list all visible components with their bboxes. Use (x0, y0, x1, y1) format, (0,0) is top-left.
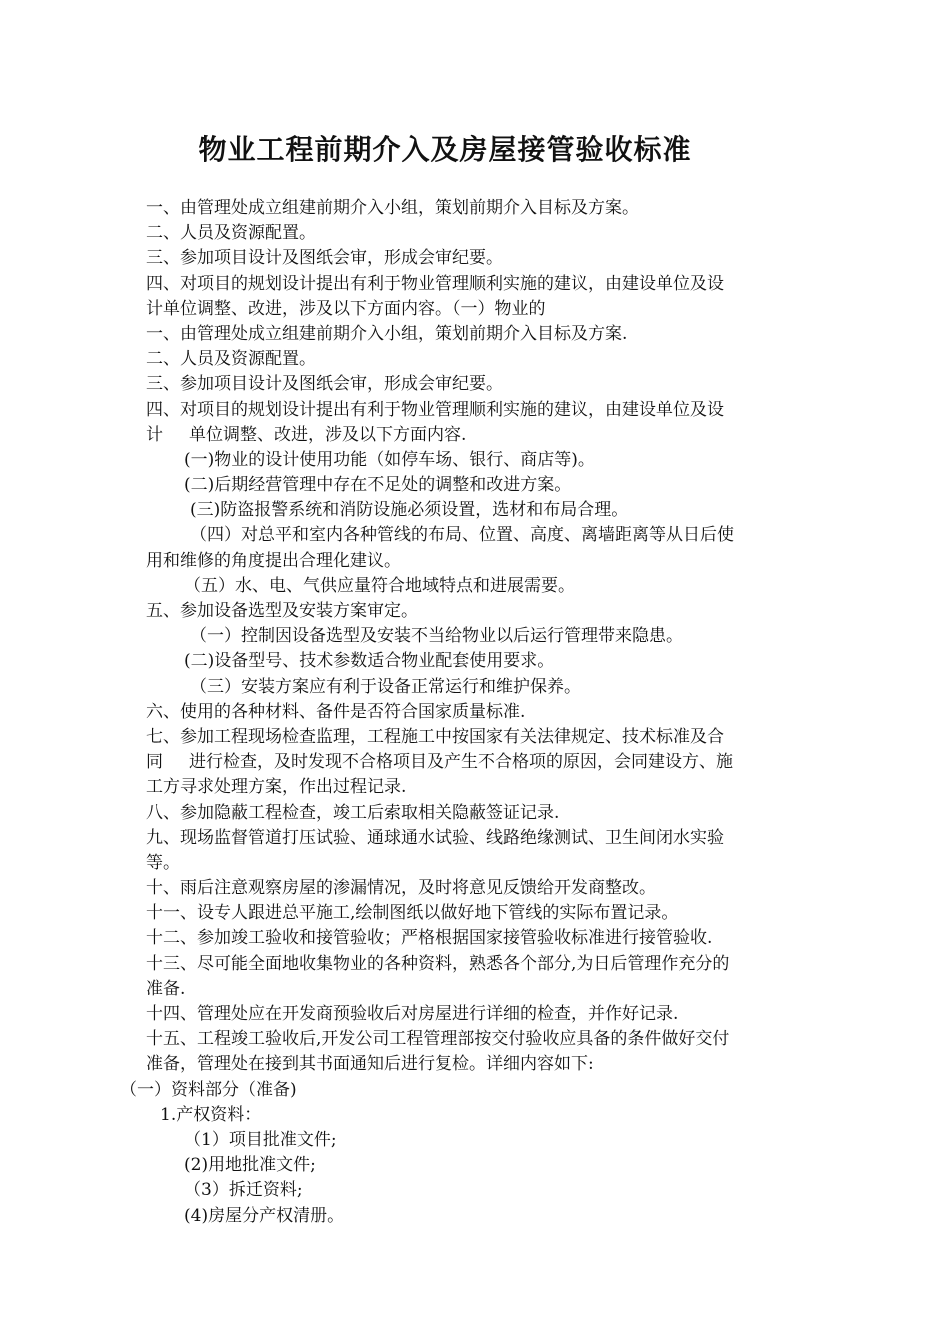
paragraph-line: 十四、管理处应在开发商预验收后对房屋进行详细的检查，并作好记录. (146, 1004, 679, 1024)
paragraph-line: (二)设备型号、技术参数适合物业配套使用要求。 (184, 651, 555, 672)
line-fragment: 计 (146, 424, 163, 445)
paragraph-line: 十二、参加竣工验收和接管验收；严格根据国家接管验收标准进行接管验收. (146, 928, 713, 949)
paragraph-line: 三、参加项目设计及图纸会审，形成会审纪要。 (146, 248, 503, 269)
paragraph-line: 九、现场监督管道打压试验、通球通水试验、线路绝缘测试、卫生间闭水实验 (146, 827, 724, 848)
paragraph-line: 四、对项目的规划设计提出有利于物业管理顺利实施的建议，由建设单位及设 (146, 399, 724, 420)
paragraph-line: (三)防盗报警系统和消防设施必须设置，选材和布局合理。 (190, 500, 629, 521)
paragraph-line: 五、参加设备选型及安装方案审定。 (146, 601, 418, 621)
list-item: 1.产权资料： (160, 1104, 262, 1125)
paragraph-line: 十、雨后注意观察房屋的渗漏情况，及时将意见反馈给开发商整改。 (146, 878, 656, 899)
paragraph-line: （五）水、电、气供应量符合地域特点和进展需要。 (184, 575, 575, 596)
paragraph-line: 准备. (146, 978, 186, 999)
paragraph-line: （三）安装方案应有利于设备正常运行和维护保养。 (190, 676, 581, 697)
paragraph-line: 十一、设专人跟进总平施工,绘制图纸以做好地下管线的实际布置记录。 (146, 903, 679, 924)
list-item: （3）拆迁资料; (184, 1180, 303, 1201)
paragraph-line: 二、人员及资源配置。 (146, 349, 316, 370)
paragraph-line (146, 423, 810, 448)
paragraph-line: 一、由管理处成立组建前期介入小组，策划前期介入目标及方案. (146, 323, 628, 344)
list-item: (2)用地批准文件; (184, 1155, 316, 1176)
paragraph-line: 准备，管理处在接到其书面通知后进行复检。详细内容如下: (146, 1054, 594, 1075)
line-fragment: 进行检查，及时发现不合格项目及产生不合格项的原因，会同建设方、施 (189, 752, 733, 773)
paragraph-line: 三、参加项目设计及图纸会审，形成会审纪要。 (146, 374, 503, 395)
paragraph-line: 六、使用的各种材料、备件是否符合国家质量标准. (146, 701, 526, 722)
paragraph-line: 七、参加工程现场检查监理，工程施工中按国家有关法律规定、技术标准及合 (146, 726, 724, 747)
paragraph-line: (一)物业的设计使用功能（如停车场、银行、商店等)。 (184, 449, 595, 470)
paragraph-line: 工方寻求处理方案，作出过程记录. (146, 777, 407, 798)
section-heading: （一）资料部分（准备) (120, 1079, 297, 1100)
document-body (120, 196, 810, 1229)
paragraph-line: 十五、工程竣工验收后,开发公司工程管理部按交付验收应具备的条件做好交付 (146, 1029, 730, 1050)
paragraph-line: 四、对项目的规划设计提出有利于物业管理顺利实施的建议，由建设单位及设 (146, 273, 724, 294)
line-fragment: 单位调整、改进，涉及以下方面内容. (189, 424, 467, 445)
paragraph-line: (二)后期经营管理中存在不足处的调整和改进方案。 (184, 475, 572, 496)
paragraph-line: 一、由管理处成立组建前期介入小组，策划前期介入目标及方案。 (146, 198, 639, 218)
paragraph-line (146, 750, 810, 775)
line-fragment: 同 (146, 752, 163, 773)
paragraph-line: （一）控制因设备选型及安装不当给物业以后运行管理带来隐患。 (190, 626, 683, 647)
paragraph-line: 八、参加隐蔽工程检查，竣工后索取相关隐蔽签证记录. (146, 802, 560, 823)
paragraph-line: 计单位调整、改进，涉及以下方面内容。（一）物业的 (146, 298, 546, 319)
document-title: 物业工程前期介入及房屋接管验收标准 (198, 133, 692, 166)
paragraph-line: 二、人员及资源配置。 (146, 223, 316, 244)
list-item: (4)房屋分产权清册。 (184, 1205, 345, 1226)
paragraph-line: 十三、尽可能全面地收集物业的各种资料，熟悉各个部分,为日后管理作充分的 (146, 953, 730, 974)
paragraph-line: 等。 (146, 852, 180, 873)
paragraph-line: （四）对总平和室内各种管线的布局、位置、高度、离墙距离等从日后使 (190, 525, 734, 546)
list-item: （1）项目批准文件; (184, 1129, 337, 1150)
paragraph-line: 用和维修的角度提出合理化建议。 (146, 550, 401, 571)
